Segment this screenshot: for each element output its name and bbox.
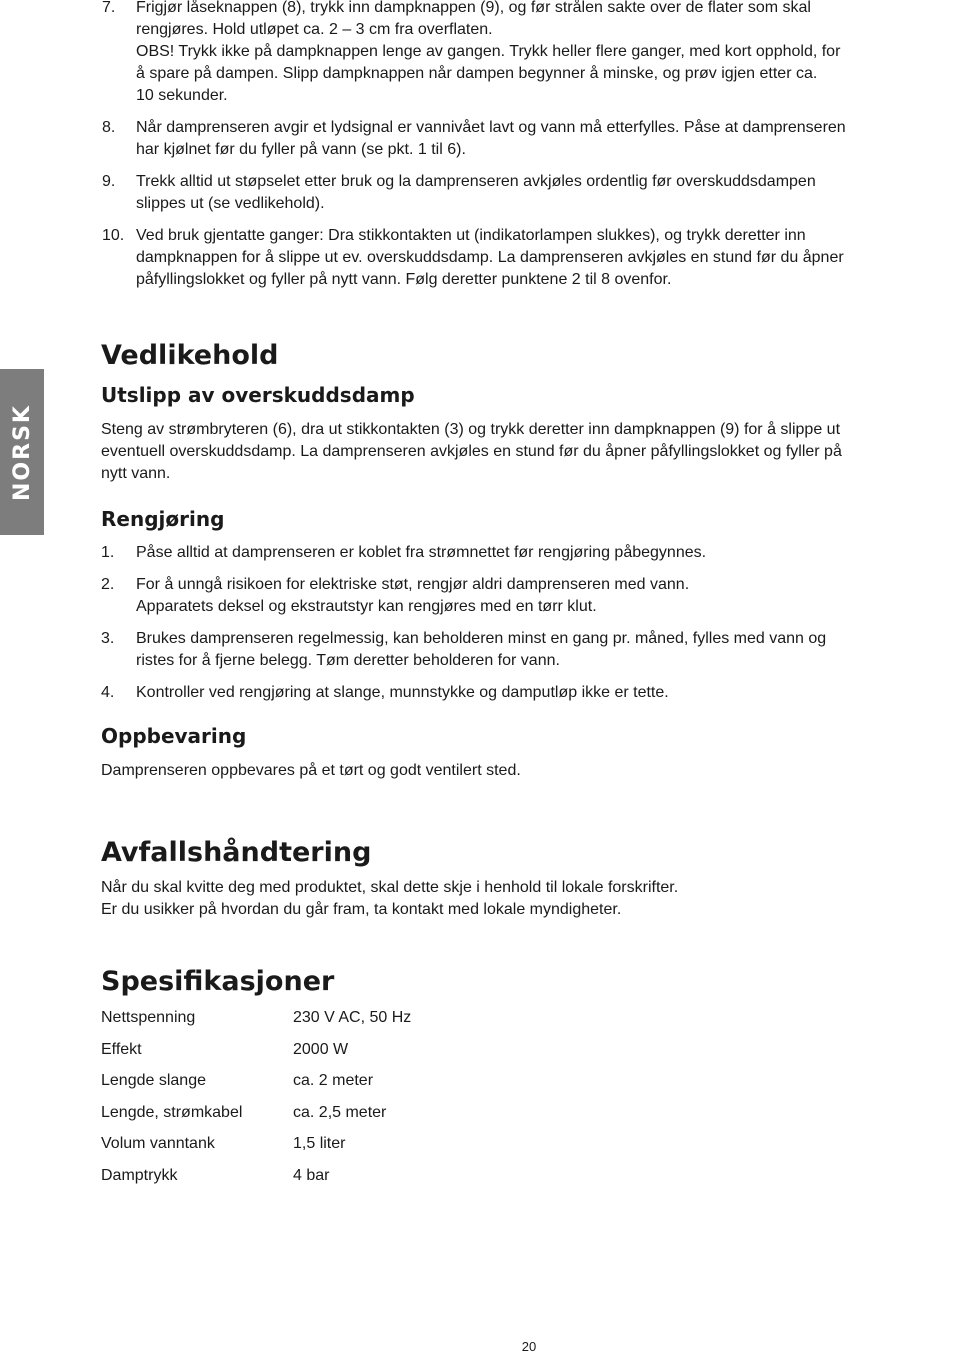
disposal-section [101,837,931,868]
spec-label: Effekt [101,1040,142,1058]
spec-label: Damptrykk [101,1166,178,1184]
item-line: dampknappen for å slippe ut ev. overskuddsdamp. La damprenseren avkjøles en stund før du åpner [136,249,844,266]
maintenance-section [101,340,931,371]
spec-value: 4 bar [293,1166,330,1184]
item-line: Trekk alltid ut støpselet etter bruk og la damprenseren avkjøles ordentlig før overskuddsdampen [136,173,816,190]
list-item [102,225,922,291]
item-line: å spare på dampen. Slipp dampknappen når dampen begynner å minske, og prøv igjen etter ca. [136,65,818,82]
language-tab-label: NORSK [9,403,35,501]
table-row [101,1072,411,1104]
table-row [101,1167,411,1199]
body-line: nytt vann. [101,465,171,482]
usage-steps-list [102,0,922,301]
body-line: Når du skal kvitte deg med produktet, skal dette skje i henhold til lokale forskrifter. [101,879,679,896]
item-line: Når damprenseren avgir et lydsignal er vannivået lavt og vann må etterfylles. Påse at damprenseren [136,119,846,136]
spec-value: 2000 W [293,1040,349,1058]
table-row [101,1104,411,1136]
item-line: Påse alltid at damprenseren er koblet fra strømnettet før rengjøring påbegynnes. [136,544,707,561]
spec-label: Volum vanntank [101,1135,215,1152]
steam-release-text [101,419,931,485]
item-line: slippes ut (se vedlikehold). [136,195,325,212]
list-item [101,682,931,704]
list-item [102,171,922,215]
storage-subsection [101,724,931,748]
specifications-table-wrap [101,1009,931,1198]
page-number: 20 [521,1339,537,1354]
body-line: Steng av strømbryteren (6), dra ut stikkontakten (3) og trykk deretter inn dampknappen (9) for å slippe ut [101,421,841,438]
item-number: 1. [101,544,115,561]
item-line: Frigjør låseknappen (8), trykk inn dampknappen (9), og før strålen sakte over de flater som skal [136,0,811,16]
item-line: Apparatets deksel og ekstrautstyr kan rengjøres med en tørr klut. [136,598,597,615]
specifications-section [101,966,931,997]
language-tab [0,369,44,535]
list-item [101,628,931,672]
item-number: 8. [102,119,116,136]
item-line: Ved bruk gjentatte ganger: Dra stikkontakten ut (indikatorlampen slukkes), og trykk deretter inn [136,227,806,244]
table-row [101,1009,411,1041]
list-item [101,574,931,618]
spec-label: Lengde, strømkabel [101,1103,243,1121]
spec-value: 1,5 liter [293,1135,346,1152]
item-number: 2. [101,576,115,593]
body-line: Er du usikker på hvordan du går fram, ta kontakt med lokale myndigheter. [101,901,622,918]
spec-value: ca. 2 meter [293,1072,374,1089]
item-line: Kontroller ved rengjøring at slange, munnstykke og damputløp ikke er tette. [136,684,669,701]
specifications-table [101,1009,411,1198]
list-item [102,0,922,107]
item-number: 4. [101,684,115,701]
spec-label: Nettspenning [101,1009,196,1026]
list-item [102,117,922,161]
subsection-title: Rengjøring [101,507,225,531]
item-line: Brukes damprenseren regelmessig, kan beholderen minst en gang pr. måned, fylles med vann og [136,630,827,647]
list-item [101,542,931,564]
section-title: Spesifikasjoner [101,966,335,997]
item-number: 10. [102,227,125,244]
body-line: eventuell overskuddsdamp. La damprenseren avkjøles en stund før du åpner påfyllingslokket og fyller på [101,443,842,460]
item-line: OBS! Trykk ikke på dampknappen lenge av gangen. Trykk heller flere ganger, med kort opphold, for [136,43,841,60]
item-line: 10 sekunder. [136,87,228,104]
table-row [101,1135,411,1167]
cleaning-subsection [101,507,931,531]
storage-text [101,760,931,782]
item-line: ristes for å fjerne belegg. Tøm deretter beholderen for vann. [136,652,560,669]
item-number: 9. [102,173,116,190]
section-title: Vedlikehold [101,340,279,371]
subsection-title: Utslipp av overskuddsdamp [101,383,415,407]
disposal-text [101,877,931,921]
steam-release-subsection [101,383,931,407]
item-line: har kjølnet før du fyller på vann (se pkt. 1 til 6). [136,141,466,158]
item-line: påfyllingslokket og fyller på nytt vann. Følg deretter punktene 2 til 8 ovenfor. [136,271,672,288]
subsection-title: Oppbevaring [101,724,247,748]
item-number: 3. [101,630,115,647]
spec-value: 230 V AC, 50 Hz [293,1009,412,1026]
spec-label: Lengde slange [101,1072,206,1089]
section-title: Avfallshåndtering [101,837,372,868]
item-number: 7. [102,0,116,16]
cleaning-list [101,542,931,714]
item-line: rengjøres. Hold utløpet ca. 2 – 3 cm fra overflaten. [136,21,493,38]
item-line: For å unngå risikoen for elektriske støt, rengjør aldri damprenseren med vann. [136,576,690,593]
spec-value: ca. 2,5 meter [293,1103,387,1121]
body-line: Damprenseren oppbevares på et tørt og godt ventilert sted. [101,762,521,779]
table-row [101,1041,411,1073]
